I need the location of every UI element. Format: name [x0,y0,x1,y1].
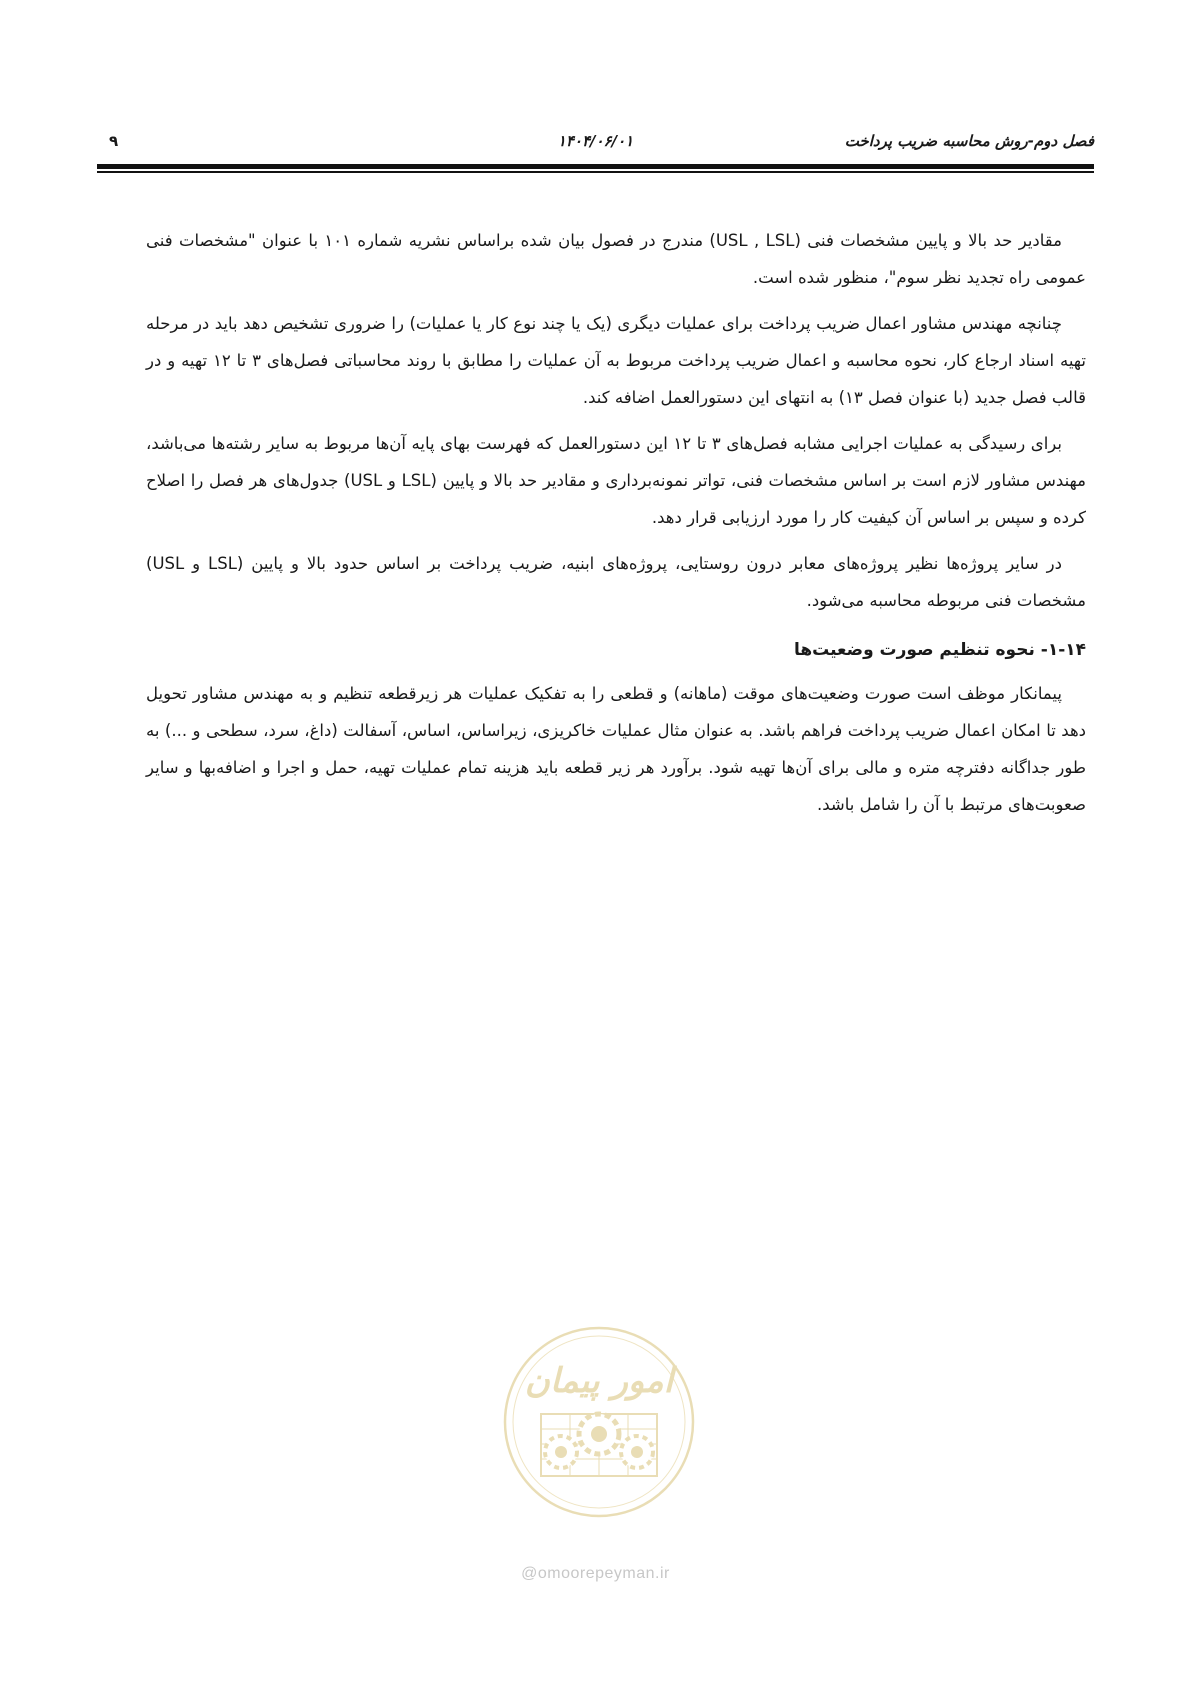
page-header [97,120,1094,156]
header-rule-thin [97,171,1094,173]
logo-seal-icon [499,1322,699,1522]
header-date: ۱۴۰۴/۰۶/۰۱ [557,132,634,150]
watermark-url: @omoorepeyman.ir [521,1565,670,1582]
page-number: ۹ [109,132,119,150]
section-heading: ۱-۱۴- نحوه تنظیم صورت وضعیت‌ها [793,640,1086,660]
chapter-title: فصل دوم-روش محاسبه ضریب پرداخت [844,132,1094,150]
paragraph: در سایر پروژه‌ها نظیر پروژه‌های معابر درون روستایی، پروژه‌های ابنیه، ضریب پرداخت بر اساس حدود بالا و پایین (LSL و USL) مشخصات فنی مربوطه محاسبه می‌شود. [146,554,1086,610]
document-body [146,222,1086,832]
paragraph: برای رسیدگی به عملیات اجرایی مشابه فصل‌های ۳ تا ۱۲ این دستورالعمل که فهرست بهای پایه آن‌ها مربوط به سایر رشته‌ها می‌باشد، مهندس مشاور لازم است بر اساس مشخصات فنی، تواتر نمونه‌برداری و مقادیر حد بالا و پایین (LSL و USL) جدول‌های هر فصل را اصلاح کرده و سپس بر اساس آن کیفیت کار را مورد ارزیابی قرار دهد. [146,434,1086,527]
svg-text:امور پیمان: امور پیمان [524,1361,674,1401]
paragraph: چنانچه مهندس مشاور اعمال ضریب پرداخت برای عملیات دیگری (یک یا چند نوع کار یا عملیات) را ضروری تشخیص دهد باید در مرحله تهیه اسناد ارجاع کار، نحوه محاسبه و اعمال ضریب پرداخت مربوط به آن عملیات را مطابق با روند محاسباتی فصل‌های ۳ تا ۱۲ تهیه و در قالب فصل جدید (با عنوان فصل ۱۳) به انتهای این دستورالعمل اضافه کند. [146,314,1086,407]
header-rule-thick [97,164,1094,169]
watermark-logo [499,1322,699,1522]
paragraph: پیمانکار موظف است صورت وضعیت‌های موقت (ماهانه) و قطعی را به تفکیک عملیات هر زیرقطعه تنظیم و به مهندس مشاور تحویل دهد تا امکان اعمال ضریب پرداخت فراهم باشد. به عنوان مثال عملیات خاکریزی، زیراساس، اساس، آسفالت (داغ، سرد، سطحی و ...) به طور جداگانه دفترچه متره و مالی برای آن‌ها تهیه شود. برآورد هر زیر قطعه باید هزینه تمام عملیات تهیه، حمل و اجرا و اضافه‌بها و سایر صعوبت‌های مرتبط با آن را شامل باشد. [146,684,1086,814]
paragraph: مقادیر حد بالا و پایین مشخصات فنی (USL , LSL) مندرج در فصول بیان شده براساس نشریه شماره ۱۰۱ با عنوان "مشخصات فنی عمومی راه تجدید نظر سوم"، منظور شده است. [146,231,1086,287]
